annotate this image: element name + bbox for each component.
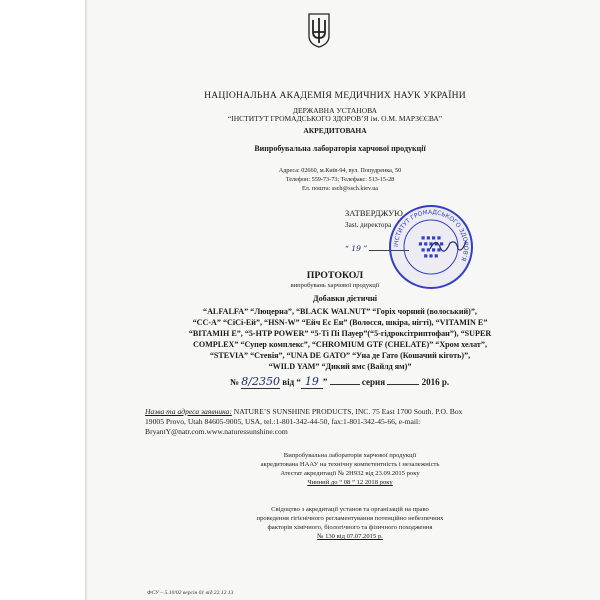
- protocol-number: 8/2350: [241, 375, 280, 388]
- svg-text:■ ■ ■ ■: ■ ■ ■ ■: [421, 235, 441, 240]
- form-code-footer: ФСУ – 5.10/02 версія 01 від 22.12.13: [147, 590, 234, 596]
- certificate-line-3: факторів хімічного, біологічного та фізичного походження: [267, 524, 433, 531]
- series-label: серия: [361, 377, 386, 387]
- applicant-line-1: [145, 407, 462, 416]
- product-line-6: “WILD YAM” “Дикий ямс (Вайлд ям)”: [268, 362, 412, 371]
- svg-text:■ ■ ■ ■: ■ ■ ■ ■: [421, 247, 441, 252]
- number-sign: №: [230, 377, 240, 387]
- lab-title: Випробувальна лабораторія харчової продукції: [254, 144, 426, 153]
- lab-block-line-1: Випробувальна лабораторія харчової продукції: [283, 452, 417, 459]
- certificate-line-4: № 130 від 07.07.2015 р.: [317, 533, 383, 540]
- from-label: від: [282, 377, 295, 387]
- protocol-day: 19: [301, 375, 323, 389]
- supplements-label: Добавки дієтичні: [312, 294, 378, 303]
- phone-line: Телефон: 559-73-73; Телефакс: 513-15-28: [285, 176, 395, 183]
- certificate-line-2: проведення гігієнічного регламентування потенційно небезпечних: [256, 515, 444, 522]
- applicant-line-2: 19005 Provo, Utah 84605-9005, USA, tel.:1-801-342-44-50, fax:1-801-342-45-66, e-mail:: [145, 417, 421, 426]
- lab-block-line-2: акредитована НААУ на технічну компетентність і незалежність: [260, 461, 440, 468]
- signature-mark: [428, 235, 468, 255]
- product-line-4: COMPLEX” “Супер комплекс”, “CHROMIUM GTF (CHELATE)” “Хром хелат”,: [193, 340, 487, 349]
- applicant-company: NATURE’S SUNSHINE PRODUCTS, INC. 75 East 1700 South. P.O. Box: [233, 407, 463, 416]
- lab-block-line-4: Чинний до “ 08 ” 12 2018 року: [307, 479, 393, 486]
- lab-block-line-3: Атестат акредитації № 2Н932 від 23.09.2015 року: [280, 470, 420, 477]
- address-line: Адреса: 02660, м.Київ-94, вул. Попудренка, 50: [278, 167, 402, 174]
- protocol-title: ПРОТОКОЛ: [306, 270, 364, 281]
- protocol-year: 2016 р.: [421, 377, 450, 387]
- page-edge-shadow: [85, 0, 88, 600]
- approval-title: ЗАТВЕРДЖУЮ: [345, 208, 403, 218]
- product-line-1: “ALFALFA” “Люцерна”, “BLACK WALNUT” “Горіх чорний (волоський)”,: [203, 307, 477, 316]
- product-line-3: “ВІТАМІН Е”, “5-HTP POWER” “5-Ті Пі Пауер”(“5-гідроксітриптофан”), “SUPER: [188, 329, 492, 338]
- state-institution: ДЕРЖАВНА УСТАНОВА: [292, 106, 378, 115]
- product-line-5: “STEVIA” “Стевія”, “UNA DE GATO” “Уна де Гато (Кошачий кіготь)”,: [209, 351, 471, 360]
- protocol-number-line: № 8/2350 від “ 19 ” серия 2016 р.: [230, 375, 450, 388]
- svg-text:■ ■ ■ ■ ■: ■ ■ ■ ■ ■: [418, 241, 444, 246]
- applicant-label: Назва та адреса заявника:: [145, 407, 232, 416]
- approval-deputy: Зast. директора: [345, 221, 392, 229]
- approval-date-day: “ 19 ”: [345, 244, 368, 253]
- email-line: Ел. пошта: ssch@ssch.kiev.ua: [301, 185, 379, 192]
- institute-name: “ІНСТИТУТ ГРОМАДСЬКОГО ЗДОРОВ’Я ім. О.М. МАРЗЄЄВА”: [227, 114, 443, 123]
- academy-title: НАЦІОНАЛЬНА АКАДЕМІЯ МЕДИЧНИХ НАУК УКРАЇНИ: [204, 90, 466, 101]
- applicant-line-3: BryantY@natr.com.www.naturessunshine.com: [145, 427, 288, 436]
- product-line-2: “CC-A” “СіСі-Ей”, “HSN-W” “Ейч Ес Ен” (Волосся, шкіра, нігті), “VITAMIN E”: [192, 318, 488, 327]
- trident-emblem-icon: [307, 12, 331, 48]
- stamp-ring-text: ІНСТИТУТ ГРОМАДСЬКОГО ЗДОРОВ’Я: [392, 208, 470, 262]
- svg-text:■ ■ ■: ■ ■ ■: [423, 253, 439, 258]
- protocol-subtitle: випробувань харчової продукції: [290, 282, 380, 289]
- certificate-line-1: Свідоцтво з акредитації установ та організацій на право: [271, 506, 429, 513]
- accredited-label: АКРЕДИТОВАНА: [303, 126, 367, 135]
